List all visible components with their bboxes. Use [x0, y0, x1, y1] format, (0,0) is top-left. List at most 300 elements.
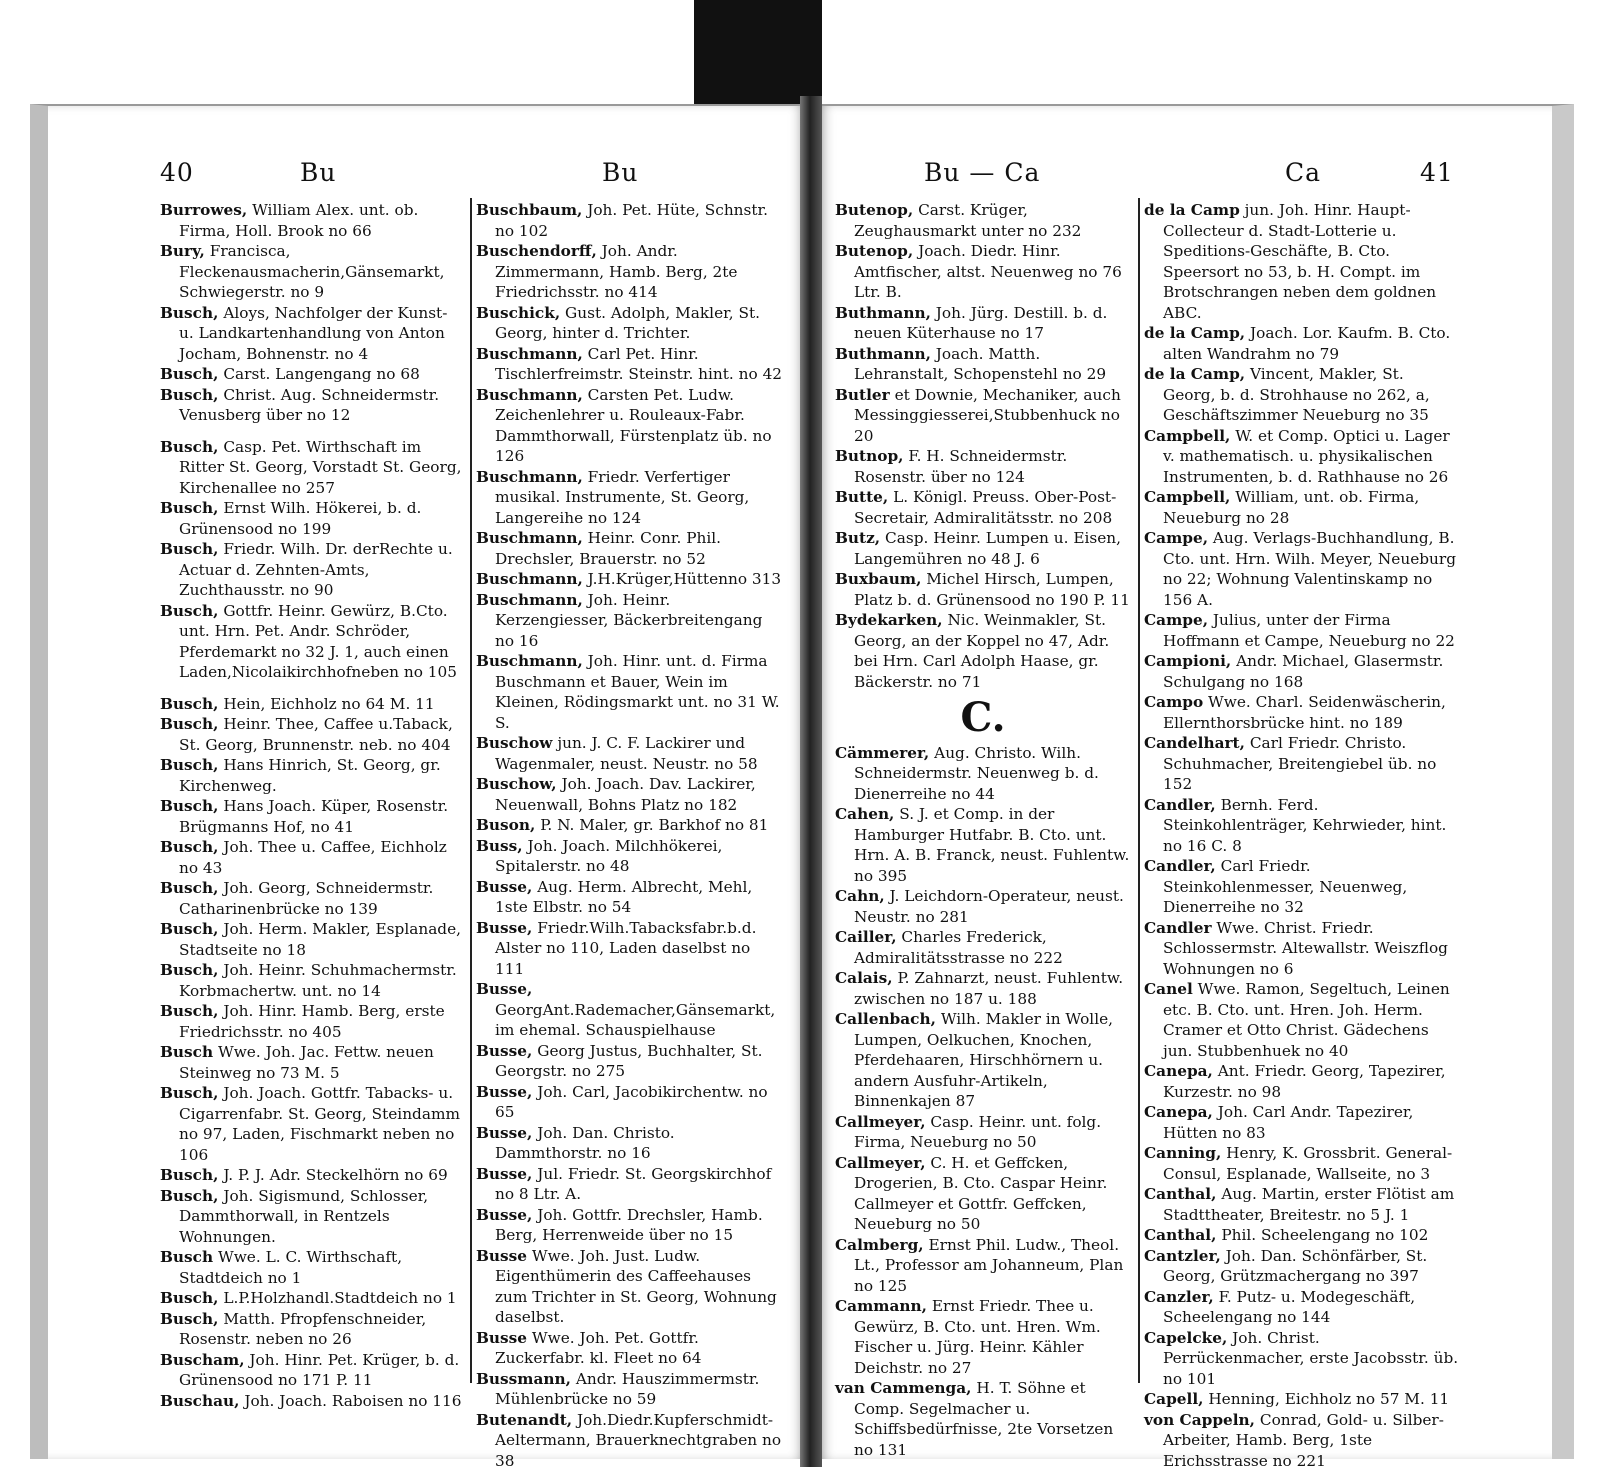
entry-name: Buschow — [476, 734, 552, 752]
directory-entry — [1144, 1102, 1460, 1143]
entry-details: Joh. Christ. Perrückenmacher, erste Jacobsstr. üb. no 101 — [1163, 1329, 1458, 1388]
entry-name: Buson, — [476, 816, 535, 834]
entry-details: C. H. et Geffcken, Drogerien, B. Cto. Caspar Heinr. Callmeyer et Gottfr. Geffcken, Neueburg no 50 — [854, 1154, 1107, 1234]
entry-name: Busch, — [160, 602, 218, 620]
directory-entry — [160, 1186, 465, 1248]
entry-name: Busse, — [476, 980, 532, 998]
entry-name: Busch, — [160, 1002, 218, 1020]
directory-entry — [835, 303, 1131, 344]
entry-details: Jul. Friedr. St. Georgskirchhof no 8 Ltr. A. — [495, 1165, 771, 1204]
entry-name: de la Camp — [1144, 201, 1240, 219]
directory-entry — [476, 815, 784, 836]
directory-entry — [476, 569, 784, 590]
directory-entry — [1144, 1225, 1460, 1246]
directory-entry — [1144, 1410, 1460, 1471]
entry-name: Cailler, — [835, 928, 897, 946]
directory-entry — [1144, 1328, 1460, 1390]
directory-entry — [160, 200, 465, 241]
directory-entry — [160, 364, 465, 385]
entry-name: von Cappeln, — [1144, 1411, 1255, 1429]
entry-name: Buscham, — [160, 1351, 245, 1369]
directory-entry — [160, 1247, 465, 1288]
entry-name: Campbell, — [1144, 488, 1230, 506]
entry-name: Canel — [1144, 980, 1193, 998]
directory-entry — [476, 1410, 784, 1471]
directory-entry — [835, 927, 1131, 968]
directory-entry — [160, 303, 465, 365]
entry-details: Gust. Adolph, Makler, St. Georg, hinter d. Trichter. — [495, 304, 760, 343]
directory-entry — [1144, 979, 1460, 1061]
entry-details: Henry, K. Grossbrit. General-Consul, Esplanade, Wallseite, no 3 — [1163, 1144, 1452, 1183]
entry-details: Joh. Heinr. Kerzengiesser, Bäckerbreitengang no 16 — [495, 591, 762, 650]
entry-details: Wwe. Ramon, Segeltuch, Leinen etc. B. Cto. unt. Hren. Joh. Herm. Cramer et Otto Christ. Gädechens jun. Stubbenhuek no 40 — [1163, 980, 1450, 1060]
entry-details: Joach. Lor. Kaufm. B. Cto. alten Wandrahm no 79 — [1163, 324, 1450, 363]
entry-name: Busch, — [160, 1166, 218, 1184]
directory-entry — [835, 1112, 1131, 1153]
entry-details: Georg Justus, Buchhalter, St. Georgstr. no 275 — [495, 1042, 763, 1081]
entry-name: Capelcke, — [1144, 1329, 1227, 1347]
entry-name: Busse, — [476, 1165, 532, 1183]
right-header-left: Bu — Ca — [924, 158, 1040, 187]
entry-name: Callmeyer, — [835, 1113, 926, 1131]
directory-entry — [476, 836, 784, 877]
directory-entry — [1144, 1184, 1460, 1225]
directory-entry — [835, 1153, 1131, 1235]
directory-entry — [476, 1205, 784, 1246]
directory-entry — [476, 1246, 784, 1328]
entry-details: P. Zahnarzt, neust. Fuhlentw. zwischen no 187 u. 188 — [854, 969, 1123, 1008]
directory-entry — [160, 878, 465, 919]
entry-name: Burrowes, — [160, 201, 247, 219]
directory-entry — [835, 385, 1131, 447]
directory-entry — [1144, 1246, 1460, 1287]
entry-details: Christ. Aug. Schneidermstr. Venusberg über no 12 — [179, 386, 439, 425]
entry-details: P. N. Maler, gr. Barkhof no 81 — [540, 816, 768, 834]
entry-details: jun. Joh. Hinr. Haupt-Collecteur d. Stadt-Lotterie u. Speditions-Geschäfte, B. Cto. Speersort no 53, b. H. Compt. im Brotschrangen neben dem goldnen ABC. — [1163, 201, 1436, 322]
column-rule-left — [470, 198, 472, 1383]
directory-entry — [160, 960, 465, 1001]
entry-details: Carst. Langengang no 68 — [223, 365, 420, 383]
entry-details: Ernst Wilh. Hökerei, b. d. Grünensood no 199 — [179, 499, 421, 538]
entry-details: Ant. Friedr. Georg, Tapezirer, Kurzestr. no 98 — [1163, 1062, 1446, 1101]
entry-name: Calais, — [835, 969, 893, 987]
directory-entry — [160, 796, 465, 837]
entry-name: Campo — [1144, 693, 1203, 711]
entry-details: Carst. Krüger, Zeughausmarkt unter no 232 — [854, 201, 1081, 240]
column-rule-right — [1138, 198, 1140, 1383]
entry-details: Joh. Carl Andr. Tapezirer, Hütten no 83 — [1163, 1103, 1413, 1142]
entry-name: Capell, — [1144, 1390, 1203, 1408]
entry-name: Cantzler, — [1144, 1247, 1221, 1265]
entry-name: Canepa, — [1144, 1062, 1213, 1080]
directory-entry — [160, 694, 465, 715]
entry-details: Joh. Carl, Jacobikirchentw. no 65 — [495, 1083, 768, 1122]
entry-details: Henning, Eichholz no 57 M. 11 — [1208, 1390, 1449, 1408]
entry-name: Busch, — [160, 879, 218, 897]
entry-details: Gottfr. Heinr. Gewürz, B.Cto. unt. Hrn. Pet. Andr. Schröder, Pferdemarkt no 32 J. 1, auch einen Laden,Nicolaikirchhofneben no 105 — [179, 602, 457, 682]
entry-name: Busch, — [160, 304, 218, 322]
entry-details: Joh. Dan. Christo. Dammthorstr. no 16 — [495, 1124, 675, 1163]
directory-entry — [835, 344, 1131, 385]
entry-name: Buschow, — [476, 775, 557, 793]
left-header-right: Bu — [602, 158, 638, 187]
left-page-number: 40 — [160, 158, 194, 187]
entry-details: Friedr.Wilh.Tabacksfabr.b.d. Alster no 110, Laden daselbst no 111 — [495, 919, 756, 978]
entry-details: Casp. Heinr. Lumpen u. Eisen, Langemühren no 48 J. 6 — [854, 529, 1121, 568]
entry-details: Aug. Martin, erster Flötist am Stadttheater, Breitestr. no 5 J. 1 — [1163, 1185, 1454, 1224]
entry-gap — [160, 683, 465, 694]
entry-details: Joh. Joach. Milchhökerei, Spitalerstr. no 48 — [495, 837, 722, 876]
entry-name: Canepa, — [1144, 1103, 1213, 1121]
entry-name: Calmberg, — [835, 1236, 924, 1254]
entry-name: Candler, — [1144, 796, 1216, 814]
entry-details: Friedr. Wilh. Dr. derRechte u. Actuar d. Zehnten-Amts, Zuchthausstr. no 90 — [179, 540, 453, 599]
directory-entry — [1144, 323, 1460, 364]
directory-entry — [835, 446, 1131, 487]
entry-name: Busch, — [160, 540, 218, 558]
entry-name: Candelhart, — [1144, 734, 1245, 752]
entry-name: Buschmann, — [476, 345, 583, 363]
entry-details: Wwe. Joh. Jac. Fettw. neuen Steinweg no 73 M. 5 — [179, 1043, 434, 1082]
entry-details: GeorgAnt.Rademacher,Gänsemarkt, im ehemal. Schauspielhause — [495, 1001, 775, 1040]
entry-name: Campe, — [1144, 611, 1208, 629]
entry-details: L.P.Holzhandl.Stadtdeich no 1 — [223, 1289, 456, 1307]
directory-entry — [476, 200, 784, 241]
entry-name: Buschau, — [160, 1392, 239, 1410]
entry-name: Busch — [160, 1043, 213, 1061]
entry-name: Campe, — [1144, 529, 1208, 547]
directory-entry — [160, 1001, 465, 1042]
entry-name: Candler, — [1144, 857, 1216, 875]
directory-entry — [476, 1123, 784, 1164]
directory-entry — [160, 1391, 465, 1412]
directory-entry — [835, 528, 1131, 569]
directory-entry — [476, 651, 784, 733]
entry-details: Casp. Heinr. unt. folg. Firma, Neueburg no 50 — [854, 1113, 1101, 1152]
directory-entry — [1144, 692, 1460, 733]
directory-entry — [1144, 200, 1460, 323]
entry-name: Bury, — [160, 242, 205, 260]
directory-entry — [476, 979, 784, 1041]
entry-name: Canning, — [1144, 1144, 1221, 1162]
entry-details: William Alex. unt. ob. Firma, Holl. Brook no 66 — [179, 201, 418, 240]
entry-name: Busse, — [476, 1206, 532, 1224]
directory-entry — [476, 385, 784, 467]
directory-entry — [835, 968, 1131, 1009]
directory-entry — [835, 804, 1131, 886]
directory-entry — [476, 303, 784, 344]
directory-entry — [835, 1378, 1131, 1460]
directory-entry — [476, 467, 784, 529]
right-header-right: Ca — [1285, 158, 1321, 187]
entry-name: Callmeyer, — [835, 1154, 926, 1172]
entry-name: Buschendorff, — [476, 242, 597, 260]
entry-details: Aug. Herm. Albrecht, Mehl, 1ste Elbstr. no 54 — [495, 878, 752, 917]
directory-entry — [476, 918, 784, 980]
entry-name: Buxbaum, — [835, 570, 921, 588]
entry-name: Candler — [1144, 919, 1212, 937]
entry-details: Joh. Sigismund, Schlosser, Dammthorwall, in Rentzels Wohnungen. — [179, 1187, 428, 1246]
entry-details: Joh. Herm. Makler, Esplanade, Stadtseite no 18 — [179, 920, 461, 959]
entry-name: Cahen, — [835, 805, 894, 823]
entry-name: Buschmann, — [476, 386, 583, 404]
entry-details: F. H. Schneidermstr. Rosenstr. über no 124 — [854, 447, 1067, 486]
directory-entry — [1144, 528, 1460, 610]
entry-details: Francisca, Fleckenausmacherin,Gänsemarkt, Schwiegerstr. no 9 — [179, 242, 444, 301]
entry-name: Bussmann, — [476, 1370, 571, 1388]
directory-entry — [476, 1082, 784, 1123]
directory-entry — [1144, 610, 1460, 651]
entry-details: William, unt. ob. Firma, Neueburg no 28 — [1163, 488, 1419, 527]
directory-entry — [1144, 364, 1460, 426]
entry-name: Butenop, — [835, 242, 913, 260]
book-gutter — [800, 96, 822, 1467]
directory-entry — [160, 1350, 465, 1391]
book-spine-top — [694, 0, 822, 104]
entry-details: Joh. Hinr. Pet. Krüger, b. d. Grünensood no 171 P. 11 — [179, 1351, 459, 1390]
entry-name: Canthal, — [1144, 1226, 1216, 1244]
entry-name: Busse — [476, 1247, 527, 1265]
directory-entry — [1144, 1061, 1460, 1102]
entry-details: Michel Hirsch, Lumpen, Platz b. d. Grünensood no 190 P. 11 — [854, 570, 1130, 609]
directory-entry — [1144, 651, 1460, 692]
entry-details: Vincent, Makler, St. Georg, b. d. Strohhause no 262, a, Geschäftszimmer Neueburg no 35 — [1163, 365, 1430, 424]
directory-entry — [160, 1165, 465, 1186]
entry-details: Andr. Michael, Glasermstr. Schulgang no 168 — [1163, 652, 1443, 691]
directory-entry — [160, 539, 465, 601]
entry-name: Canthal, — [1144, 1185, 1216, 1203]
entry-name: Busch, — [160, 756, 218, 774]
entry-details: Joh. Hinr. Hamb. Berg, erste Friedrichsstr. no 405 — [179, 1002, 445, 1041]
entry-details: Joach. Matth. Lehranstalt, Schopenstehl no 29 — [854, 345, 1106, 384]
entry-name: Buthmann, — [835, 304, 931, 322]
directory-entry — [160, 837, 465, 878]
directory-entry — [835, 1009, 1131, 1112]
entry-name: Buschmann, — [476, 652, 583, 670]
entry-details: Aug. Christo. Wilh. Schneidermstr. Neuenweg b. d. Dienerreihe no 44 — [854, 744, 1099, 803]
directory-entry — [1144, 1287, 1460, 1328]
entry-details: W. et Comp. Optici u. Lager v. mathematisch. u. physikalischen Instrumenten, b. d. Rathhause no 26 — [1163, 427, 1450, 486]
section-letter: C. — [835, 708, 1131, 729]
entry-name: Buthmann, — [835, 345, 931, 363]
entry-name: Buss, — [476, 837, 523, 855]
entry-details: Heinr. Conr. Phil. Drechsler, Brauerstr. no 52 — [495, 529, 721, 568]
entry-name: Busse, — [476, 1083, 532, 1101]
entry-details: Phil. Scheelengang no 102 — [1221, 1226, 1428, 1244]
entry-details: Joh. Georg, Schneidermstr. Catharinenbrücke no 139 — [179, 879, 433, 918]
column-1 — [160, 200, 465, 1411]
entry-name: Busse, — [476, 1042, 532, 1060]
directory-entry — [160, 437, 465, 499]
entry-details: Wwe. L. C. Wirthschaft, Stadtdeich no 1 — [179, 1248, 402, 1287]
directory-entry — [835, 1235, 1131, 1297]
entry-name: Busch, — [160, 695, 218, 713]
entry-name: Busch, — [160, 961, 218, 979]
directory-entry — [1144, 487, 1460, 528]
entry-details: Joh. Dan. Schönfärber, St. Georg, Grützmachergang no 397 — [1163, 1247, 1427, 1286]
entry-details: Joh. Heinr. Schuhmachermstr. Korbmachertw. unt. no 14 — [179, 961, 457, 1000]
entry-name: Busch, — [160, 920, 218, 938]
entry-name: Cahn, — [835, 887, 885, 905]
entry-gap — [160, 426, 465, 437]
entry-name: Buschmann, — [476, 591, 583, 609]
entry-details: Hein, Eichholz no 64 M. 11 — [223, 695, 434, 713]
entry-details: Joh. Thee u. Caffee, Eichholz no 43 — [179, 838, 447, 877]
entry-details: Bernh. Ferd. Steinkohlenträger, Kehrwieder, hint. no 16 C. 8 — [1163, 796, 1446, 855]
entry-details: F. Putz- u. Modegeschäft, Scheelengang no 144 — [1163, 1288, 1415, 1327]
entry-details: Hans Joach. Küper, Rosenstr. Brügmanns Hof, no 41 — [179, 797, 448, 836]
directory-entry — [160, 1309, 465, 1350]
entry-name: Busch, — [160, 365, 218, 383]
directory-entry — [476, 590, 784, 652]
directory-entry — [1144, 733, 1460, 795]
entry-details: Matth. Pfropfenschneider, Rosenstr. neben no 26 — [179, 1310, 426, 1349]
entry-details: J.H.Krüger,Hüttenno 313 — [588, 570, 781, 588]
entry-name: Busch, — [160, 386, 218, 404]
entry-details: Carl Pet. Hinr. Tischlerfreimstr. Steinstr. hint. no 42 — [495, 345, 782, 384]
entry-name: Busch, — [160, 715, 218, 733]
directory-entry — [835, 1296, 1131, 1378]
entry-name: Busch, — [160, 499, 218, 517]
column-3-before — [835, 200, 1131, 692]
entry-details: Conrad, Gold- u. Silber-Arbeiter, Hamb. Berg, 1ste Erichsstrasse no 221 — [1163, 1411, 1444, 1470]
entry-name: de la Camp, — [1144, 324, 1245, 342]
directory-entry — [835, 743, 1131, 805]
entry-name: Butler — [835, 386, 890, 404]
directory-entry — [476, 1164, 784, 1205]
entry-name: Butnop, — [835, 447, 903, 465]
entry-name: Busch, — [160, 1289, 218, 1307]
directory-entry — [160, 1042, 465, 1083]
entry-details: Joh. Gottfr. Drechsler, Hamb. Berg, Herrenweide über no 15 — [495, 1206, 763, 1245]
entry-name: Busch, — [160, 797, 218, 815]
entry-name: van Cammenga, — [835, 1379, 972, 1397]
column-2 — [476, 200, 784, 1471]
entry-details: Carsten Pet. Ludw. Zeichenlehrer u. Rouleaux-Fabr. Dammthorwall, Fürstenplatz üb. no 126 — [495, 386, 772, 466]
directory-entry — [160, 919, 465, 960]
directory-entry — [476, 344, 784, 385]
directory-entry — [1144, 795, 1460, 857]
entry-name: Butte, — [835, 488, 888, 506]
directory-entry — [160, 498, 465, 539]
column-3-after — [835, 743, 1131, 1461]
entry-details: Joh. Jürg. Destill. b. d. neuen Küterhause no 17 — [854, 304, 1107, 343]
directory-entry — [160, 601, 465, 683]
directory-entry — [835, 886, 1131, 927]
entry-name: Bydekarken, — [835, 611, 943, 629]
directory-entry — [160, 385, 465, 426]
entry-details: Joach. Diedr. Hinr. Amtfischer, altst. Neuenweg no 76 Ltr. B. — [854, 242, 1122, 301]
entry-details: S. J. et Comp. in der Hamburger Hutfabr. B. Cto. unt. Hrn. A. B. Franck, neust. Fuhlentw. no 395 — [854, 805, 1129, 885]
entry-name: Cämmerer, — [835, 744, 929, 762]
entry-details: Joh. Joach. Raboisen no 116 — [244, 1392, 461, 1410]
entry-details: Joh. Joach. Dav. Lackirer, Neuenwall, Bohns Platz no 182 — [495, 775, 756, 814]
entry-name: Butz, — [835, 529, 880, 547]
left-header-left: Bu — [300, 158, 336, 187]
entry-details: H. T. Söhne et Comp. Segelmacher u. Schiffsbedürfnisse, 2te Vorsetzen no 131 — [854, 1379, 1113, 1459]
entry-name: Busse, — [476, 919, 532, 937]
entry-details: Ernst Friedr. Thee u. Gewürz, B. Cto. unt. Hren. Wm. Fischer u. Jürg. Heinr. Kähler Deichstr. no 27 — [854, 1297, 1101, 1377]
entry-name: Campioni, — [1144, 652, 1231, 670]
entry-details: Joh. Andr. Zimmermann, Hamb. Berg, 2te Friedrichsstr. no 414 — [495, 242, 738, 301]
entry-name: Buschmann, — [476, 529, 583, 547]
entry-name: Callenbach, — [835, 1010, 936, 1028]
entry-details: L. Königl. Preuss. Ober-Post-Secretair, Admiralitätsstr. no 208 — [854, 488, 1116, 527]
directory-entry — [835, 241, 1131, 303]
directory-entry — [476, 774, 784, 815]
entry-details: Carl Friedr. Steinkohlenmesser, Neuenweg, Dienerreihe no 32 — [1163, 857, 1407, 916]
entry-details: Wwe. Charl. Seidenwäscherin, Ellernthorsbrücke hint. no 189 — [1163, 693, 1446, 732]
entry-details: jun. J. C. F. Lackirer und Wagenmaler, neust. Neustr. no 58 — [495, 734, 758, 773]
entry-name: Busse — [476, 1329, 527, 1347]
directory-entry — [1144, 1143, 1460, 1184]
right-page-number: 41 — [1420, 158, 1454, 187]
directory-entry — [835, 200, 1131, 241]
entry-name: Butenop, — [835, 201, 913, 219]
directory-entry — [1144, 856, 1460, 918]
directory-entry — [1144, 1389, 1460, 1410]
directory-entry — [476, 1041, 784, 1082]
directory-entry — [835, 610, 1131, 692]
entry-details: Wwe. Joh. Just. Ludw. Eigenthümerin des Caffeehauses zum Trichter in St. Georg, Wohnung daselbst. — [495, 1247, 777, 1327]
entry-details: Carl Friedr. Christo. Schuhmacher, Breitengiebel üb. no 152 — [1163, 734, 1436, 793]
directory-entry — [1144, 918, 1460, 980]
entry-details: Casp. Pet. Wirthschaft im Ritter St. Georg, Vorstadt St. Georg, Kirchenallee no 257 — [179, 438, 461, 497]
column-3 — [835, 200, 1131, 1460]
directory-entry — [835, 487, 1131, 528]
entry-name: Cammann, — [835, 1297, 927, 1315]
entry-details: Hans Hinrich, St. Georg, gr. Kirchenweg. — [179, 756, 441, 795]
column-4 — [1144, 200, 1460, 1471]
entry-name: Busse, — [476, 878, 532, 896]
entry-name: Buschbaum, — [476, 201, 582, 219]
entry-details: Joh. Joach. Gottfr. Tabacks- u. Cigarrenfabr. St. Georg, Steindamm no 97, Laden, Fischmarkt neben no 106 — [179, 1084, 460, 1164]
entry-details: Joh. Pet. Hüte, Schnstr. no 102 — [495, 201, 768, 240]
entry-name: Canzler, — [1144, 1288, 1214, 1306]
entry-details: Aug. Verlags-Buchhandlung, B. Cto. unt. Hrn. Wilh. Meyer, Neueburg no 22; Wohnung Valentinskamp no 156 A. — [1163, 529, 1456, 609]
entry-name: Butenandt, — [476, 1411, 572, 1429]
entry-name: Buschmann, — [476, 570, 583, 588]
entry-name: Busch, — [160, 838, 218, 856]
entry-details: Wwe. Christ. Friedr. Schlossermstr. Altewallstr. Weiszflog Wohnungen no 6 — [1163, 919, 1448, 978]
directory-entry — [160, 755, 465, 796]
entry-details: Heinr. Thee, Caffee u.Taback, St. Georg, Brunnenstr. neb. no 404 — [179, 715, 453, 754]
entry-details: J. Leichdorn-Operateur, neust. Neustr. no 281 — [854, 887, 1124, 926]
entry-details: Charles Frederick, Admiralitätsstrasse no 222 — [854, 928, 1063, 967]
entry-details: Nic. Weinmakler, St. Georg, an der Koppel no 47, Adr. bei Hrn. Carl Adolph Haase, gr. Bäckerstr. no 71 — [854, 611, 1109, 691]
entry-name: Busch — [160, 1248, 213, 1266]
entry-name: Buschick, — [476, 304, 560, 322]
entry-name: Busse, — [476, 1124, 532, 1142]
entry-name: Busch, — [160, 438, 218, 456]
directory-entry — [835, 569, 1131, 610]
directory-entry — [476, 733, 784, 774]
entry-name: Buschmann, — [476, 468, 583, 486]
entry-details: J. P. J. Adr. Steckelhörn no 69 — [223, 1166, 447, 1184]
directory-entry — [1144, 426, 1460, 488]
directory-entry — [476, 1369, 784, 1410]
entry-details: Ernst Phil. Ludw., Theol. Lt., Professor am Johanneum, Plan no 125 — [854, 1236, 1123, 1295]
entry-details: Aloys, Nachfolger der Kunst- u. Landkartenhandlung von Anton Jocham, Bohnenstr. no 4 — [179, 304, 447, 363]
entry-details: Andr. Hauszimmermstr. Mühlenbrücke no 59 — [495, 1370, 759, 1409]
directory-entry — [476, 877, 784, 918]
entry-details: Wwe. Joh. Pet. Gottfr. Zuckerfabr. kl. Fleet no 64 — [495, 1329, 702, 1368]
entry-name: Busch, — [160, 1187, 218, 1205]
directory-entry — [476, 1328, 784, 1369]
entry-name: de la Camp, — [1144, 365, 1245, 383]
directory-entry — [476, 241, 784, 303]
directory-entry — [476, 528, 784, 569]
